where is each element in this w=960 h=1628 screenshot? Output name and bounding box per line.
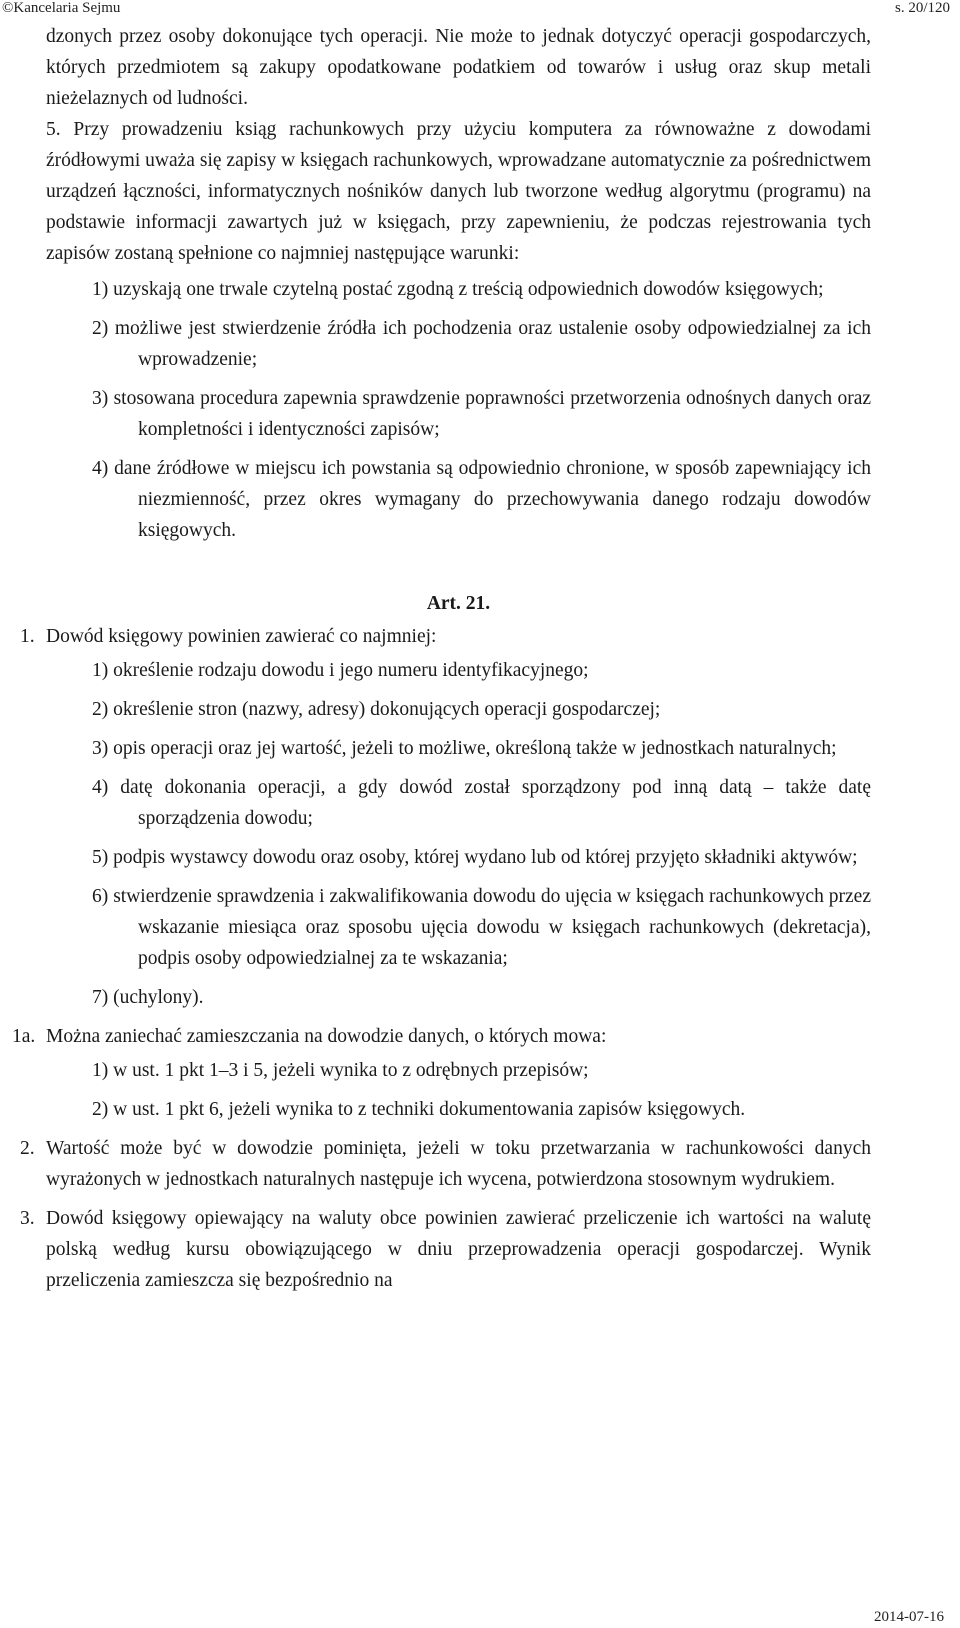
header-source: ©Kancelaria Sejmu [2,0,121,16]
list-item: 1) określenie rodzaju dowodu i jego numeru identyfikacyjnego; [92,660,589,681]
section-3 [20,1203,871,1296]
section-number: 1a. [12,1026,36,1047]
list-item: 3) opis operacji oraz jej wartość, jeżeli to możliwe, określoną także w jednostkach naturalnych; [92,738,837,759]
paragraph-5-list [46,274,871,546]
section-1-list [46,655,871,1013]
list-item: 7) (uchylony). [92,987,204,1008]
list-item: 2) możliwe jest stwierdzenie źródła ich pochodzenia oraz ustalenie osoby odpowiedzialnej za ich wprowadzenie; [92,318,871,370]
list-item: 5) podpis wystawcy dowodu oraz osoby, której wydano lub od której przyjęto składniki aktywów; [92,847,858,868]
section-1a-list [46,1055,871,1125]
list-item: 1) uzyskają one trwale czytelną postać zgodną z treścią odpowiednich dowodów księgowych; [92,279,824,300]
section-1a [12,1021,871,1052]
section-text: Dowód księgowy powinien zawierać co najmniej: [46,626,437,647]
footer-date: 2014-07-16 [874,1609,944,1625]
section-text: Dowód księgowy opiewający na waluty obce powinien zawierać przeliczenie ich wartości na walutę polską według kursu obowiązującego w dniu przeprowadzenia operacji gospodarczej. Wynik przeliczenia zamieszcza się bezpośrednio na [46,1208,871,1291]
list-item: 1) w ust. 1 pkt 1–3 i 5, jeżeli wynika to z odrębnych przepisów; [92,1060,589,1081]
header-page-number: s. 20/120 [894,0,950,16]
list-item: 3) stosowana procedura zapewnia sprawdzenie poprawności przetworzenia odnośnych danych oraz kompletności i identyczności zapisów; [92,388,871,440]
section-number: 2. [20,1138,35,1159]
section-text: Można zaniechać zamieszczania na dowodzie danych, o których mowa: [46,1026,607,1047]
section-2 [20,1133,871,1195]
document-body [12,21,871,1296]
list-item: 4) dane źródłowe w miejscu ich powstania są odpowiednio chronione, w sposób zapewniający ich niezmienność, przez okres wymagany do przechowywania danego rodzaju dowodów księgowych. [92,458,871,541]
paragraph-5: 5. Przy prowadzeniu ksiąg rachunkowych przy użyciu komputera za równoważne z dowodami źródłowymi uważa się zapisy w księgach rachunkowych, wprowadzane automatycznie za pośrednictwem urządzeń łączności, informatycznych nośników danych lub tworzone według algorytmu (programu) na podstawie informacji zawartych już w księgach, przy zapewnieniu, że podczas rejestrowania tych zapisów zostaną spełnione co najmniej następujące warunki: [46,119,871,264]
list-item: 2) określenie stron (nazwy, adresy) dokonujących operacji gospodarczej; [92,699,661,720]
section-number: 3. [20,1208,35,1229]
list-item: 6) stwierdzenie sprawdzenia i zakwalifikowania dowodu do ujęcia w księgach rachunkowych przez wskazanie miesiąca oraz sposobu ujęcia dowodu w księgach rachunkowych (dekretacja), podpis osoby odpowiedzialnej za te wskazania; [92,886,871,969]
article-title: Art. 21. [426,593,491,614]
list-item: 4) datę dokonania operacji, a gdy dowód został sporządzony pod inną datą – także datę sporządzenia dowodu; [92,777,871,829]
intro-paragraph: dzonych przez osoby dokonujące tych operacji. Nie może to jednak dotyczyć operacji gospodarczych, których przedmiotem są zakupy opodatkowane podatkiem od towarów i usług oraz skup metali nieżelaznych od ludności. [46,26,871,109]
section-1 [20,621,871,652]
section-number: 1. [20,626,35,647]
list-item: 2) w ust. 1 pkt 6, jeżeli wynika to z techniki dokumentowania zapisów księgowych. [92,1099,746,1120]
section-text: Wartość może być w dowodzie pominięta, jeżeli w toku przetwarzania w rachunkowości danych wyrażonych w jednostkach naturalnych następuje ich wycena, potwierdzona stosownym wydrukiem. [46,1138,871,1190]
